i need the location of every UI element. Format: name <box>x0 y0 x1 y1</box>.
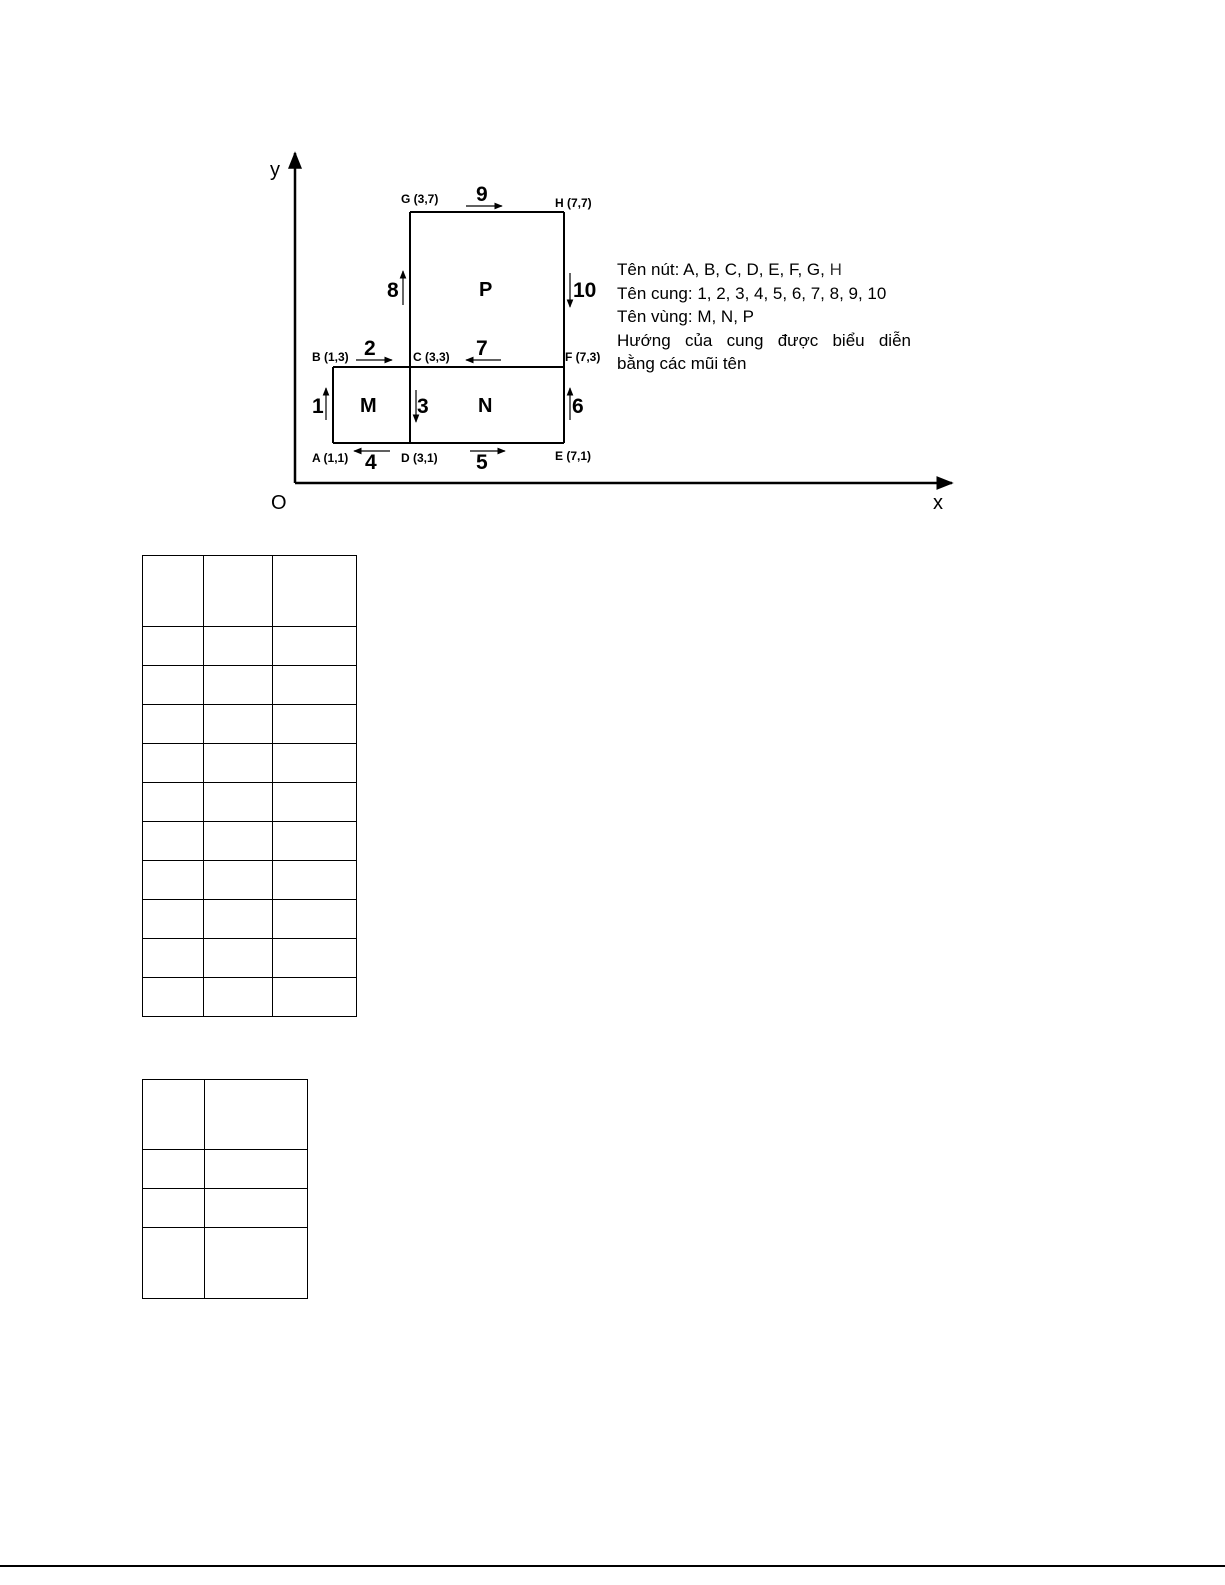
table-1-cell <box>273 900 357 939</box>
table-2-cell <box>205 1080 308 1150</box>
table-2-row <box>143 1228 308 1299</box>
table-1-cell <box>143 556 204 627</box>
table-1-row <box>143 822 357 861</box>
table-1-cell <box>273 744 357 783</box>
page-bottom-border <box>0 1565 1225 1567</box>
table-1-cell <box>273 556 357 627</box>
table-2-cell <box>205 1228 308 1299</box>
table-1-cell <box>143 861 204 900</box>
table-1-cell <box>204 939 273 978</box>
table-2-body <box>143 1080 308 1299</box>
edge-label-8: 8 <box>387 279 399 302</box>
region-label-m: M <box>360 395 377 417</box>
legend-regions: Tên vùng: M, N, P <box>617 307 754 326</box>
table-1-row <box>143 978 357 1017</box>
legend-nodes <box>617 258 911 282</box>
x-axis-label: x <box>933 492 943 514</box>
table-1-cell <box>143 705 204 744</box>
y-axis-label: y <box>270 159 280 181</box>
table-1-cell <box>143 978 204 1017</box>
edge-label-9: 9 <box>476 183 488 206</box>
table-1-cell <box>204 783 273 822</box>
node-label-c: C (3,3) <box>413 350 450 364</box>
table-1-cell <box>143 627 204 666</box>
table-2-cell <box>143 1080 205 1150</box>
node-label-e: E (7,1) <box>555 449 592 463</box>
table-1-cell <box>273 627 357 666</box>
table-1-cell <box>273 666 357 705</box>
legend-direction-cont: bằng các mũi tên <box>617 354 747 373</box>
table-2-cell <box>205 1150 308 1189</box>
table-1-cell <box>273 861 357 900</box>
table-1-cell <box>143 783 204 822</box>
table-2-row <box>143 1080 308 1150</box>
table-1-cell <box>273 705 357 744</box>
node-label-h: H (7,7) <box>555 196 592 210</box>
table-1-body <box>143 556 357 1017</box>
table-1-cell <box>204 556 273 627</box>
legend-nodes-last: H <box>829 260 842 279</box>
table-1-cell <box>273 978 357 1017</box>
origin-label: O <box>271 492 287 514</box>
table-1-row <box>143 861 357 900</box>
table-2-cell <box>143 1228 205 1299</box>
table-1-cell <box>143 900 204 939</box>
table-1-cell <box>204 978 273 1017</box>
table-1-row <box>143 666 357 705</box>
table-1-cell <box>273 822 357 861</box>
empty-table-1 <box>142 555 357 1017</box>
graph-diagram <box>0 0 1225 560</box>
legend-nodes-list: A, B, C, D, E, F, G, <box>683 260 830 279</box>
edge-label-3: 3 <box>417 395 429 418</box>
legend <box>617 258 911 376</box>
table-1-row <box>143 939 357 978</box>
empty-table-2 <box>142 1079 308 1299</box>
node-label-d: D (3,1) <box>401 451 438 465</box>
table-1-cell <box>204 627 273 666</box>
legend-direction: Hướng của cung được biểu diễn <box>617 330 911 350</box>
table-1-cell <box>273 939 357 978</box>
table-1-cell <box>143 822 204 861</box>
table-1-row <box>143 744 357 783</box>
edge-label-2: 2 <box>364 337 376 360</box>
table-2-row <box>143 1150 308 1189</box>
table-1-row <box>143 900 357 939</box>
edge-label-1: 1 <box>312 395 324 418</box>
table-1-row <box>143 627 357 666</box>
table-1-cell <box>143 666 204 705</box>
table-1-row <box>143 705 357 744</box>
node-label-g: G (3,7) <box>401 192 439 206</box>
table-1-cell <box>204 900 273 939</box>
legend-nodes-prefix: Tên nút: <box>617 260 684 279</box>
region-label-n: N <box>478 395 493 417</box>
legend-edges: Tên cung: 1, 2, 3, 4, 5, 6, 7, 8, 9, 10 <box>617 283 887 303</box>
table-1-cell <box>143 744 204 783</box>
table-1-cell <box>273 783 357 822</box>
table-1-cell <box>204 861 273 900</box>
table-1-row <box>143 556 357 627</box>
table-1-cell <box>143 939 204 978</box>
node-label-f: F (7,3) <box>565 350 601 364</box>
edge-label-7: 7 <box>476 337 488 360</box>
table-1-cell <box>204 666 273 705</box>
table-2-cell <box>205 1189 308 1228</box>
edge-label-10: 10 <box>573 279 597 302</box>
edge-label-5: 5 <box>476 451 488 474</box>
table-1-cell <box>204 705 273 744</box>
table-1-cell <box>204 744 273 783</box>
node-label-a: A (1,1) <box>312 451 349 465</box>
edge-label-4: 4 <box>365 451 377 474</box>
table-1-cell <box>204 822 273 861</box>
node-label-b: B (1,3) <box>312 350 349 364</box>
table-2-row <box>143 1189 308 1228</box>
table-2-cell <box>143 1189 205 1228</box>
table-1-row <box>143 783 357 822</box>
table-2-cell <box>143 1150 205 1189</box>
region-label-p: P <box>479 279 493 301</box>
edge-label-6: 6 <box>572 395 584 418</box>
